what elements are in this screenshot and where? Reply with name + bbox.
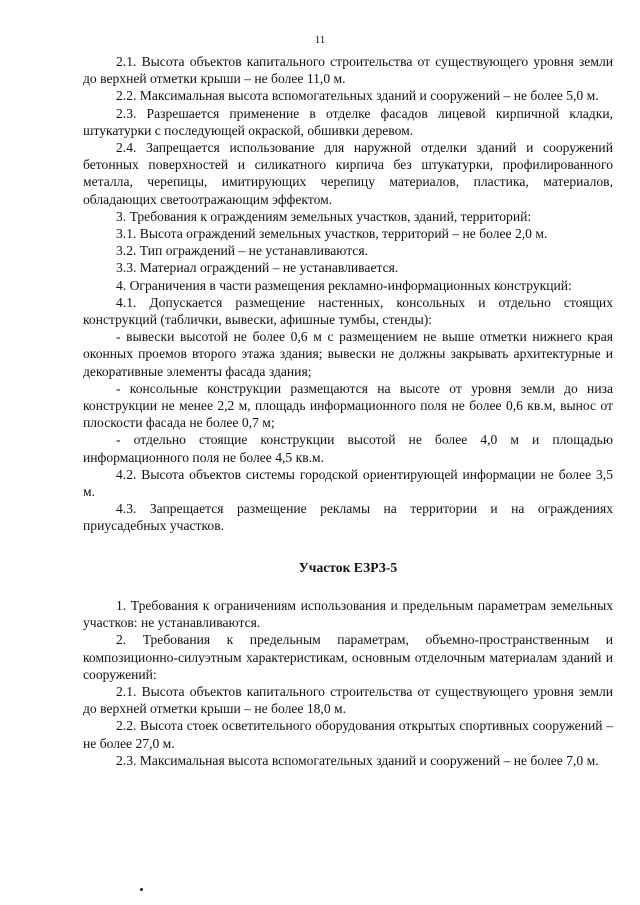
paragraph: - вывески высотой не более 0,6 м с размещением не выше отметки нижнего края оконных проемов второго этажа здания; вывески не должны закрывать архитектурные и декоративные элементы фасада здания; [83, 329, 613, 379]
paragraph: 2.2. Максимальная высота вспомогательных зданий и сооружений – не более 5,0 м. [116, 88, 599, 104]
paragraph: - отдельно стоящие конструкции высотой не более 4,0 м и площадью информационного поля не более 4,5 кв.м. [83, 432, 613, 465]
paragraph: 3. Требования к ограждениям земельных участков, зданий, территорий: [116, 208, 532, 224]
paragraph: 2.2. Высота стоек осветительного оборудования открытых спортивных сооружений – не более 27,0 м. [83, 718, 613, 751]
paragraph: 4.3. Запрещается размещение рекламы на территории и на ограждениях приусадебных участков. [83, 501, 613, 534]
section-heading: Участок ЕЗРЗ-5 [298, 559, 398, 575]
paragraph: 4. Ограничения в части размещения рекламно-информационных конструкций: [116, 277, 572, 293]
paragraph: 3.2. Тип ограждений – не устанавливаются. [116, 243, 368, 259]
paragraph: 3.3. Материал ограждений – не устанавливается. [116, 260, 399, 276]
scan-speck [140, 888, 143, 891]
paragraph: 4.2. Высота объектов системы городской ориентирующей информации не более 3,5 м. [83, 466, 613, 500]
document-body [83, 53, 613, 769]
paragraph: - консольные конструкции размещаются на высоте от уровня земли до низа конструкции не менее 2,2 м, площадь информационного поля не более 0,6 кв.м, вынос от плоскости фасада не более 0,7 м; [83, 380, 613, 431]
paragraph: 2.1. Высота объектов капитального строительства от существующего уровня земли до верхней отметки крыши – не более 18,0 м. [83, 683, 613, 717]
paragraph: 2. Требования к предельным параметрам, объемно-пространственным и композиционно-силуэтным характеристикам, основным отделочным материалам зданий и сооружений: [83, 632, 613, 682]
paragraph: 2.3. Максимальная высота вспомогательных зданий и сооружений – не более 7,0 м. [116, 752, 599, 768]
paragraph: 2.4. Запрещается использование для наружной отделки зданий и сооружений бетонных поверхностей и силикатного кирпича без штукатурки, профилированного металла, черепицы, имитирующих черепицу материалов, пластика, материалов, обладающих светоотражающим эффектом. [83, 140, 613, 207]
paragraph: 4.1. Допускается размещение настенных, консольных и отдельно стоящих конструкций (таблички, вывески, афишные тумбы, стенды): [83, 294, 613, 328]
paragraph: 1. Требования к ограничениям использования и предельным параметрам земельных участков: не устанавливаются. [83, 597, 613, 631]
paragraph: 3.1. Высота ограждений земельных участков, территорий – не более 2,0 м. [116, 226, 548, 242]
paragraph: 2.3. Разрешается применение в отделке фасадов лицевой кирпичной кладки, штукатурки с последующей окраской, обшивки деревом. [83, 105, 613, 138]
page-number: 11 [314, 34, 326, 46]
paragraph: 2.1. Высота объектов капитального строительства от существующего уровня земли до верхней отметки крыши – не более 11,0 м. [83, 54, 613, 87]
